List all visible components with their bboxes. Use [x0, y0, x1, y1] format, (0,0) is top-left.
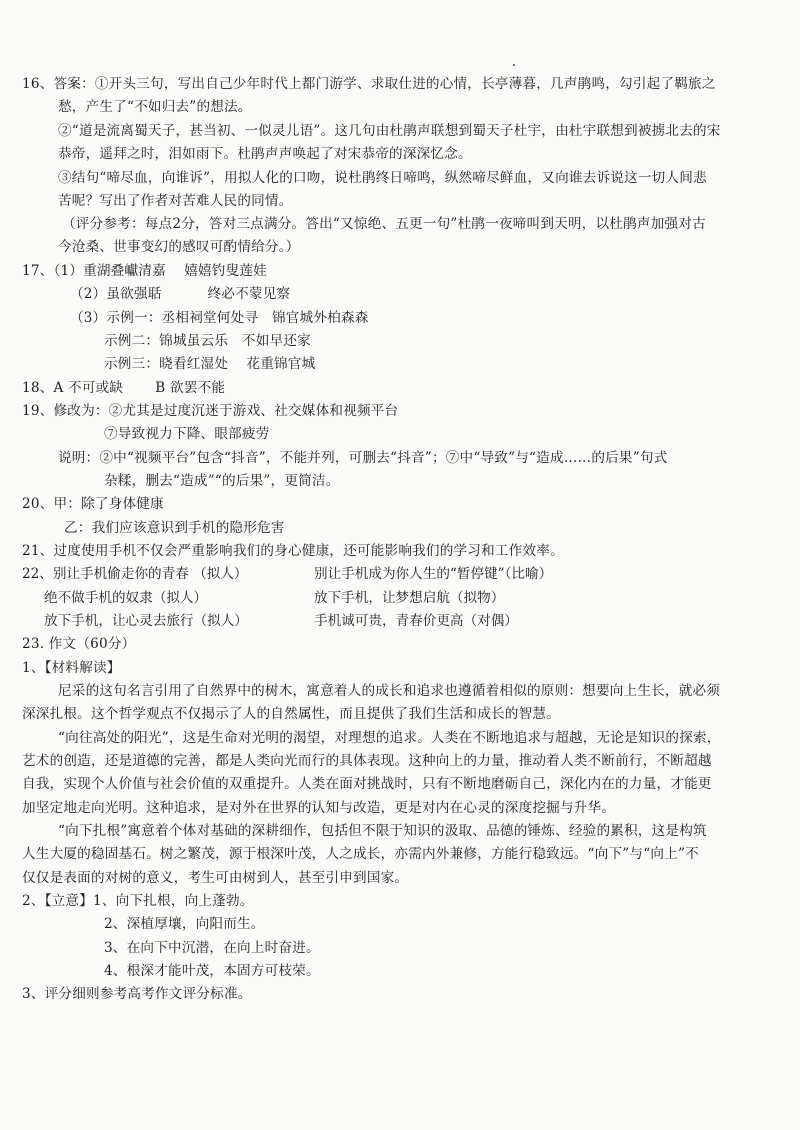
q22-item-3: 绝不做手机的奴隶（拟人） — [44, 590, 208, 606]
q16-line-6: 苦呢？写出了作者对苦难人民的同情。 — [58, 193, 293, 209]
scan-speck — [513, 64, 515, 66]
q23-para1-line-1: 尼采的这句名言引用了自然界中的树木，寓意着人的成长和追求也遵循着相似的原则：想要向上生长，就必须 — [58, 683, 721, 699]
q16-line-3: ②“道是流离蜀天子，甚当初、一似灵儿语”。这几句由杜鹃声联想到蜀天子杜宇，由杜宇联想到被掳北去的宋 — [58, 123, 721, 139]
q23-title: 23. 作文（60分） — [22, 636, 136, 652]
q23-theme-2: 2、深植厚壤，向阳而生。 — [104, 916, 265, 932]
q23-para2-line-1: “向往高处的阳光”，这是生命对光明的渴望，对理想的追求。人类在不断地追求与超越，无论是知识的探索， — [58, 730, 721, 746]
q22-item-6: 手机诚可贵，青春价更高（对偶） — [314, 613, 518, 629]
q19-line-1: 19、修改为：②尤其是过度沉迷于游戏、社交媒体和视频平台 — [22, 403, 399, 419]
q22-item-4: 放下手机，让梦想启航（拟物） — [314, 590, 505, 606]
q20-line-1: 20、甲：除了身体健康 — [22, 496, 164, 512]
q22-item-2: 别让手机成为你人生的“暂停键”（比喻） — [314, 566, 553, 582]
q23-para3-line-3: 仅仅是表面的对树的意义，考生可由树到人，甚至引申到国家。 — [22, 870, 409, 886]
q19-line-2: ⑦导致视力下降、眼部疲劳 — [104, 426, 270, 442]
q17-line-4: 示例二：锦城虽云乐 不如早还家 — [104, 333, 311, 349]
q18-line-1: 18、A 不可或缺 B 欲罢不能 — [22, 380, 226, 396]
q16-scoring-line-2: 今沧桑、世事变幻的感叹可酌情给分。） — [58, 239, 300, 255]
q19-explain-line-1: 说明：②中“视频平台”包含“抖音”，不能并列，可删去“抖音”；⑦中“导致”与“造成……的后果”句式 — [58, 450, 668, 466]
q23-heading-material: 1、【材料解读】 — [22, 660, 121, 676]
q20-line-2: 乙：我们应该意识到手机的隐形危害 — [64, 520, 285, 536]
q23-para3-line-1: “向下扎根”寓意着个体对基础的深耕细作，包括但不限于知识的汲取、品德的锤炼、经验的累积，这是构筑 — [58, 823, 707, 839]
q22-item-5: 放下手机，让心灵去旅行（拟人） — [44, 613, 248, 629]
q23-para2-line-4: 加坚定地走向光明。这种追求，是对外在世界的认知与改造，更是对内在心灵的深度挖掘与升华。 — [22, 800, 616, 816]
q16-line-1: 16、答案：①开头三句，写出自己少年时代上都门游学、求取仕进的心情，长亭薄暮，几声鹃鸣，勾引起了羁旅之 — [22, 76, 716, 92]
q16-line-5: ③结句“啼尽血，向谁诉”，用拟人化的口吻，说杜鹃终日啼鸣，纵然啼尽鲜血，又向谁去诉说这一切人间悲 — [58, 170, 707, 186]
q23-theme-4: 4、根深才能叶茂，本固方可枝荣。 — [104, 963, 320, 979]
q22-item-1: 22、别让手机偷走你的青春 （拟人） — [22, 566, 248, 582]
q23-theme-3: 3、在向下中沉潜，在向上时奋进。 — [104, 940, 320, 956]
q17-line-2: （2）虽欲强聒 终必不蒙见察 — [70, 286, 291, 302]
q21-line-1: 21、过度使用手机不仅会严重影响我们的身心健康，还可能影响我们的学习和工作效率。 — [22, 543, 564, 559]
q16-line-4: 恭帝，遥拜之时，泪如雨下。杜鹃声声唤起了对宋恭帝的深深忆念。 — [58, 146, 472, 162]
q17-line-1: 17、（1）重湖叠巘清嘉 嬉嬉钓叟莲娃 — [22, 263, 267, 279]
q16-scoring-line-1: （评分参考：每点2分，答对三点满分。答出“又惊绝、五更一句”杜鹃一夜啼叫到天明，以杜鹃声加强对古 — [62, 216, 706, 232]
q23-heading-theme: 2、【立意】1、向下扎根，向上蓬勃。 — [22, 893, 254, 909]
q16-line-2: 愁，产生了“不如归去”的想法。 — [58, 99, 252, 115]
q23-para2-line-2: 艺术的创造，还是道德的完善，都是人类向光而行的具体表现。这种向上的力量，推动着人类不断前行，不断超越 — [22, 753, 712, 769]
q23-para3-line-2: 人生大厦的稳固基石。树之繁茂，源于根深叶茂，人之成长，亦需内外兼修，方能行稳致远。“向下”与“向上”不 — [22, 846, 699, 862]
q23-para2-line-3: 自我，实现个人价值与社会价值的双重提升。人类在面对挑战时，只有不断地磨砺自己，深化内在的力量，才能更 — [22, 776, 712, 792]
q17-line-3: （3）示例一：丞相祠堂何处寻 锦官城外柏森森 — [70, 310, 369, 326]
q23-para1-line-2: 深深扎根。这个哲学观点不仅揭示了人的自然属性，而且提供了我们生活和成长的智慧。 — [22, 706, 560, 722]
q19-explain-line-2: 杂糅，删去“造成”“的后果”，更简洁。 — [104, 473, 340, 489]
q17-line-5: 示例三：晓看红湿处 花重锦官城 — [104, 356, 316, 372]
q23-heading-scoring: 3、评分细则参考高考作文评分标准。 — [22, 986, 252, 1002]
